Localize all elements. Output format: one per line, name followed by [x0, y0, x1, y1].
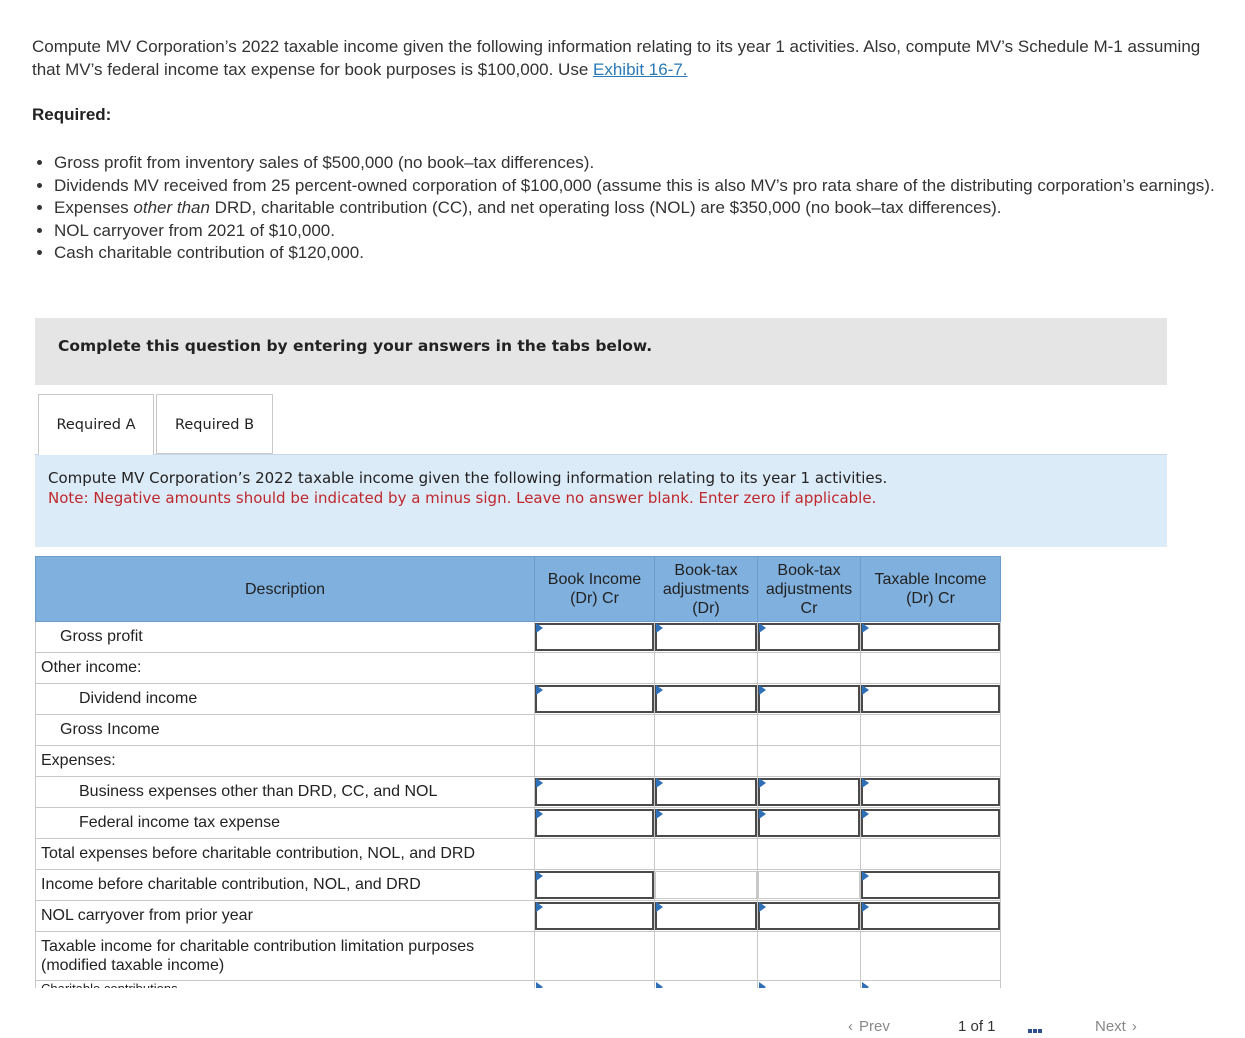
- col-adjustments-dr: Book-tax adjustments (Dr): [655, 557, 758, 622]
- taxable-income-input[interactable]: [861, 871, 1000, 899]
- taxable-income-input[interactable]: [861, 778, 1000, 806]
- adj-cr-input[interactable]: [758, 778, 860, 806]
- next-button[interactable]: Next ›: [1095, 1018, 1137, 1035]
- table-row: [36, 932, 1001, 981]
- tab-required-a[interactable]: Required A: [38, 394, 154, 455]
- taxable-income-input[interactable]: [861, 809, 1000, 837]
- required-heading: Required:: [32, 105, 112, 124]
- question-intro: [32, 35, 1212, 81]
- table-row: [36, 715, 1001, 746]
- panel-note: Note: Negative amounts should be indicated by a minus sign. Leave no answer blank. Enter zero if applicable.: [48, 489, 877, 507]
- col-adjustments-cr: Book-tax adjustments Cr: [758, 557, 861, 622]
- table-row: [36, 777, 1001, 808]
- adj-dr-input[interactable]: [655, 623, 757, 651]
- taxable-income-input[interactable]: [861, 902, 1000, 930]
- book-income-input[interactable]: [535, 871, 654, 899]
- instruction-text: Complete this question by entering your answers in the tabs below.: [58, 337, 653, 355]
- col-taxable-income: Taxable Income (Dr) Cr: [861, 557, 1001, 622]
- list-item: • Dividends MV received from 25 percent-owned corporation of $100,000 (assume this is also MV’s pro rata share of the distributing corporation’s earnings).: [54, 175, 1234, 198]
- list-item: • NOL carryover from 2021 of $10,000.: [54, 220, 1234, 243]
- adj-cr-input[interactable]: [758, 902, 860, 930]
- list-item: • Expenses other than DRD, charitable contribution (CC), and net operating loss (NOL) are $350,000 (no book–tax differences).: [54, 197, 1234, 220]
- list-item: • Cash charitable contribution of $120,000.: [54, 242, 1234, 265]
- row-label: Gross profit: [36, 622, 535, 653]
- book-income-input[interactable]: [535, 778, 654, 806]
- row-label: Gross Income: [36, 715, 535, 746]
- tab-required-b[interactable]: Required B: [156, 394, 273, 454]
- row-label: Federal income tax expense: [36, 808, 535, 839]
- table-row: [36, 622, 1001, 653]
- table-row: [36, 684, 1001, 715]
- table-row: [36, 870, 1001, 901]
- book-income-input[interactable]: [535, 809, 654, 837]
- facts-list: [32, 152, 1234, 265]
- prev-button[interactable]: ‹ Prev: [848, 1018, 890, 1035]
- question-text: Compute MV Corporation’s 2022 taxable income given the following information relating to its year 1 activities. Also, compute MV’s Schedule M-1 assuming that MV’s federal income tax expense for book purposes is $100,000. Use: [32, 37, 1201, 79]
- question-panel: [35, 454, 1167, 547]
- adj-dr-input[interactable]: [655, 871, 757, 899]
- adj-cr-input[interactable]: [758, 623, 860, 651]
- adj-cr-input[interactable]: [758, 685, 860, 713]
- table-row: [36, 839, 1001, 870]
- table-header-row: [36, 557, 1001, 622]
- row-label: NOL carryover from prior year: [36, 901, 535, 932]
- adj-dr-input[interactable]: [655, 809, 757, 837]
- adj-dr-input[interactable]: [655, 685, 757, 713]
- row-label: Dividend income: [36, 684, 535, 715]
- instruction-bar: [35, 318, 1167, 385]
- book-income-input[interactable]: [535, 685, 654, 713]
- book-income-input[interactable]: [535, 623, 654, 651]
- row-label: Expenses:: [36, 746, 535, 777]
- col-book-income: Book Income (Dr) Cr: [535, 557, 655, 622]
- table-row: [36, 653, 1001, 684]
- exhibit-link[interactable]: Exhibit 16-7.: [593, 60, 688, 79]
- taxable-income-input[interactable]: [861, 685, 1000, 713]
- row-label: Income before charitable contribution, NOL, and DRD: [36, 870, 535, 901]
- table-row: [36, 901, 1001, 932]
- adj-dr-input[interactable]: [655, 902, 757, 930]
- col-description: Description: [36, 557, 535, 622]
- page-indicator: 1 of 1: [958, 1018, 996, 1035]
- adj-cr-input[interactable]: [758, 809, 860, 837]
- row-label: Total expenses before charitable contribution, NOL, and DRD: [36, 839, 535, 870]
- row-label: Business expenses other than DRD, CC, and NOL: [36, 777, 535, 808]
- table-row: [36, 808, 1001, 839]
- taxable-income-input[interactable]: [861, 623, 1000, 651]
- row-label: Taxable income for charitable contribution limitation purposes (modified taxable income): [36, 932, 535, 981]
- taxable-income-table: [35, 556, 1001, 997]
- adj-dr-input[interactable]: [655, 778, 757, 806]
- panel-prompt: Compute MV Corporation’s 2022 taxable income given the following information relating to its year 1 activities.: [48, 469, 888, 487]
- table-row: [36, 746, 1001, 777]
- grid-icon[interactable]: [1028, 1020, 1048, 1030]
- list-item: • Gross profit from inventory sales of $500,000 (no book–tax differences).: [54, 152, 1234, 175]
- footer-mask: [0, 988, 1245, 1030]
- row-label: Other income:: [36, 653, 535, 684]
- book-income-input[interactable]: [535, 902, 654, 930]
- adj-cr-input[interactable]: [758, 871, 860, 899]
